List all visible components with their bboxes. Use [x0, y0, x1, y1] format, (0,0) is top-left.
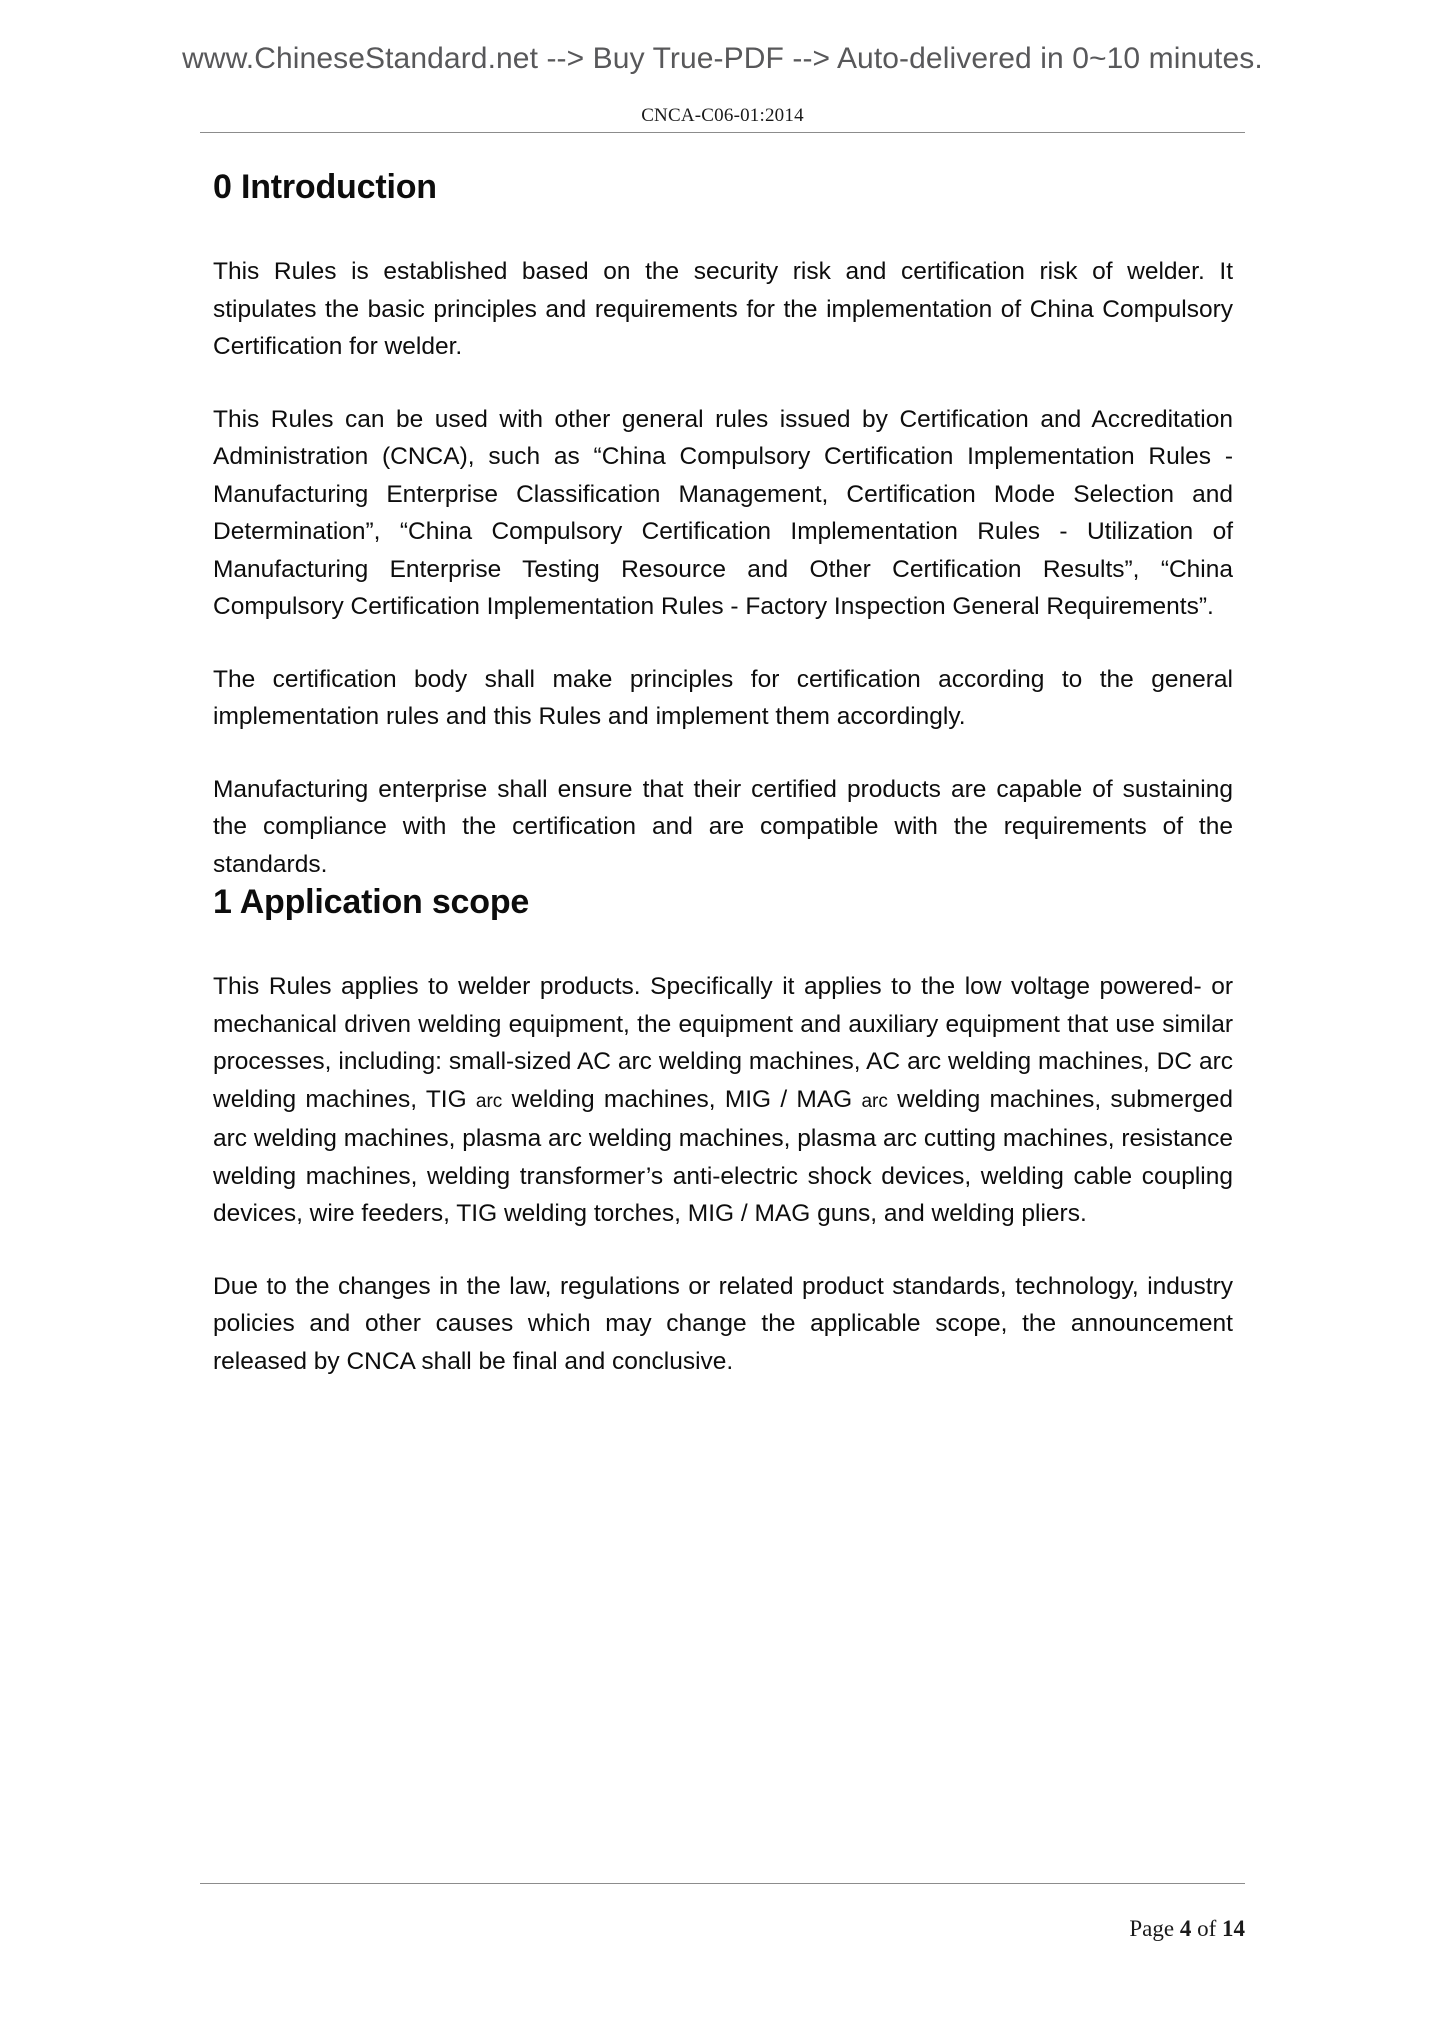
section-heading-introduction: 0 Introduction	[213, 168, 437, 206]
footer-divider	[200, 1883, 1245, 1884]
section-heading-application-scope: 1 Application scope	[213, 883, 530, 921]
paragraph-scope-2: Due to the changes in the law, regulations or related product standards, technology, industry policies and other causes which may change the applicable scope, the announcement released by CNCA shall be final and conclusive.	[213, 1272, 1233, 1375]
paragraph-intro-1: This Rules is established based on the security risk and certification risk of welder. It stipulates the basic principles and requirements for the implementation of China Compulsory Certification for welder.	[213, 258, 1233, 360]
scope-text-part-a: This Rules applies to welder products. Specifically it applies to the low voltage powered- or mechanical driven welding equipment, the equipment and auxiliary equipment that use similar processes, including: small-sized AC arc welding machines, AC arc welding machines, DC arc welding machines, TIG	[213, 973, 1233, 1113]
document-id-header: CNCA-C06-01:2014	[641, 105, 804, 126]
page-number-footer	[1129, 1916, 1245, 1942]
scope-text-part-b: welding machines, MIG / MAG	[502, 1085, 862, 1113]
page-label-middle: of	[1191, 1916, 1222, 1941]
paragraph-intro-2: This Rules can be used with other general rules issued by Certification and Accreditation Administration (CNCA), such as “China Compulsory Certification Implementation Rules - Manufacturing Enterprise Classification Management, Certification Mode Selection and Determination”, “China Compulsory Certification Implementation Rules - Utilization of Manufacturing Enterprise Testing Resource and Other Certification Results”, “China Compulsory Certification Implementation Rules - Factory Inspection General Requirements”.	[213, 405, 1233, 620]
scope-text-part-c: welding machines, submerged arc welding machines, plasma arc welding machines, plasma arc cutting machines, resistance welding machines, welding transformer’s anti-electric shock devices, welding cable coupling devices, wire feeders, TIG welding torches, MIG / MAG guns, and welding pliers.	[213, 1085, 1233, 1227]
scope-text-small-arc-1: arc	[475, 1090, 503, 1112]
paragraph-scope-1	[213, 968, 1233, 1233]
page-label-prefix: Page	[1129, 1916, 1180, 1941]
paragraph-intro-4: Manufacturing enterprise shall ensure that their certified products are capable of sustaining the compliance with the certification and are compatible with the requirements of the standards.	[213, 775, 1233, 878]
page-total-number: 14	[1222, 1916, 1245, 1941]
scope-text-small-arc-2: arc	[861, 1090, 888, 1112]
page-current-number: 4	[1179, 1916, 1192, 1941]
paragraph-intro-3: The certification body shall make principles for certification according to the general implementation rules and this Rules and implement them accordingly.	[213, 665, 1233, 730]
document-body	[213, 168, 1233, 1380]
header-divider	[200, 132, 1245, 133]
promo-header-text: www.ChineseStandard.net --> Buy True-PDF --> Auto-delivered in 0~10 minutes.	[182, 42, 1263, 75]
